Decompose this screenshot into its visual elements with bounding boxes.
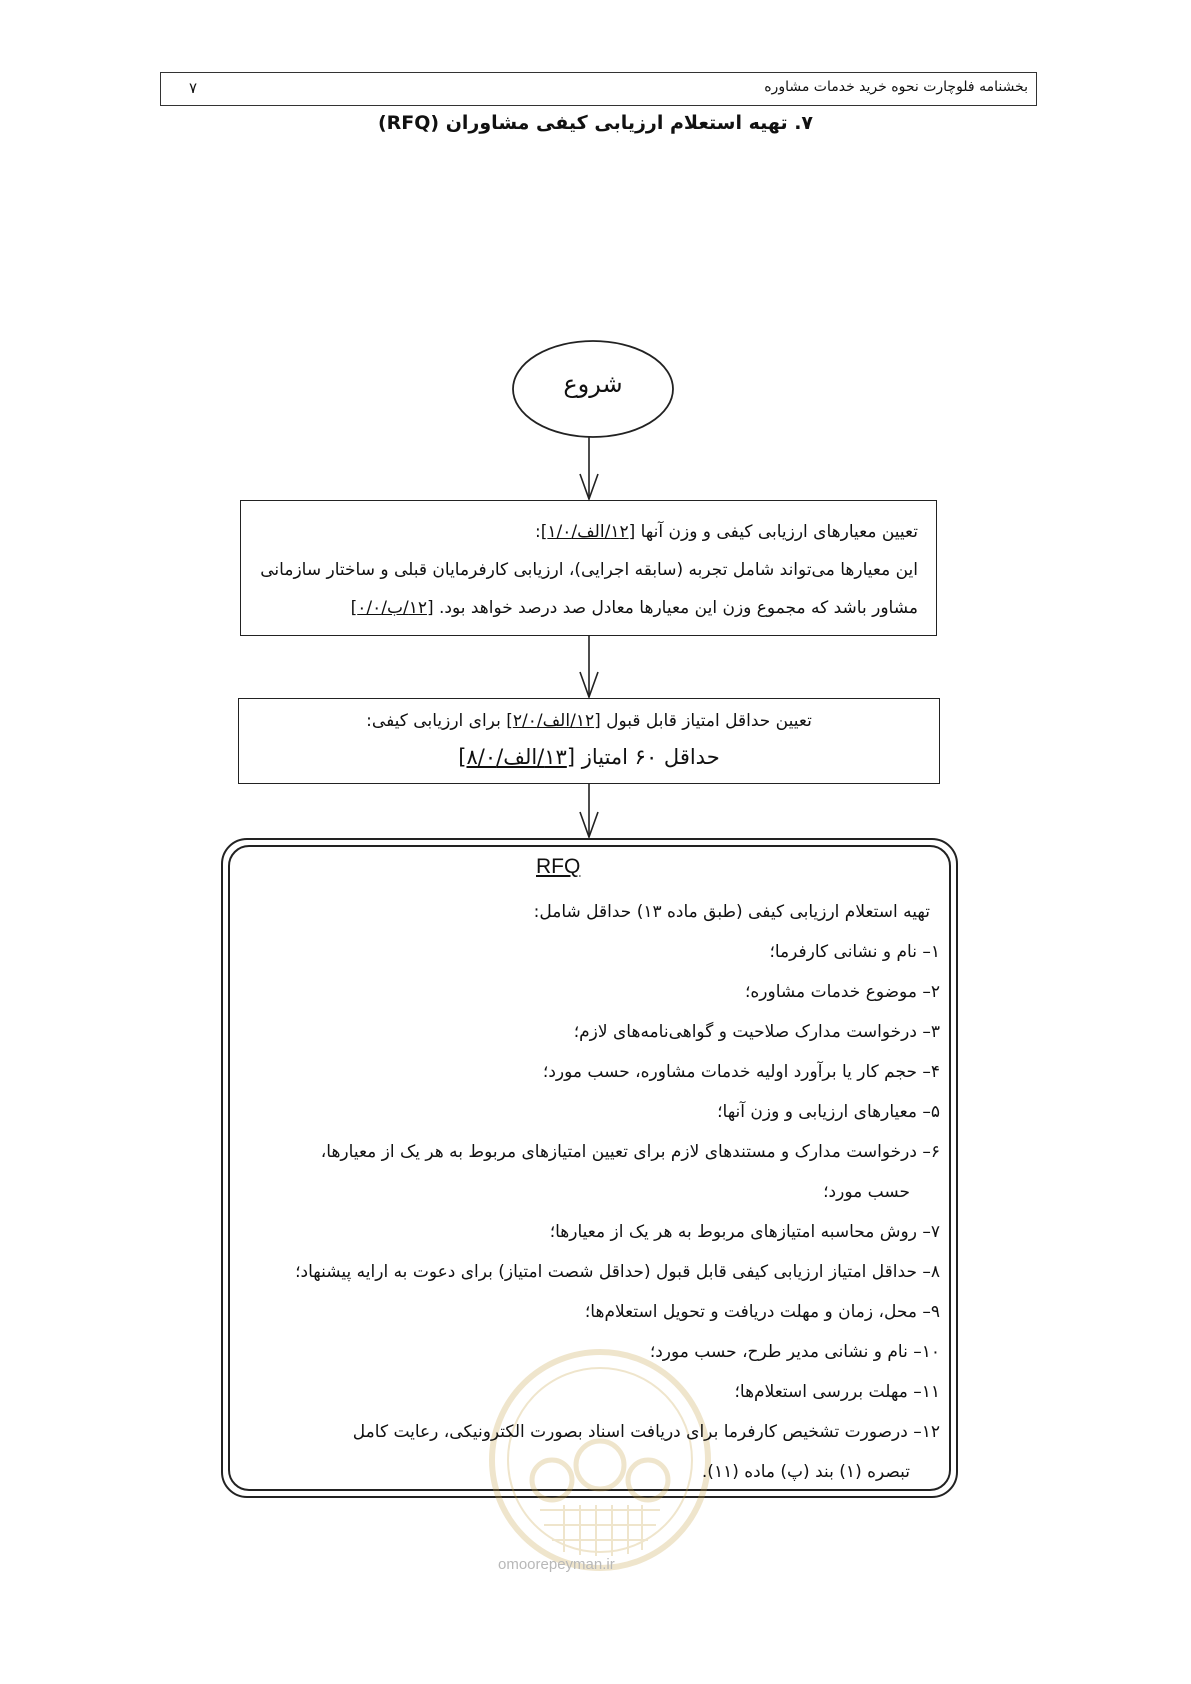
rfq-item: ۳– درخواست مدارک صلاحیت و گواهی‌نامه‌های لازم؛ [573, 1022, 940, 1042]
rfq-item: ۶– درخواست مدارک و مستندهای لازم برای تعیین امتیازهای مربوط به هر یک از معیارها، [320, 1142, 940, 1162]
step-min-score-box [238, 698, 940, 784]
step-criteria-box [240, 500, 937, 636]
watermark-site-text: omoorepeyman.ir [498, 1556, 615, 1573]
rfq-item: ۴– حجم کار یا برآورد اولیه خدمات مشاوره، حسب مورد؛ [542, 1062, 940, 1082]
rfq-item: ۱۲– درصورت تشخیص کارفرما برای دریافت اسناد بصورت الکترونیکی، رعایت کامل [352, 1422, 940, 1442]
step1-line3-end: ] [350, 598, 358, 618]
arrow-step2-to-rfq [580, 784, 598, 837]
step1-line3-ref: ۱۲/ب/۰/۰ [357, 598, 427, 618]
rfq-item: ۱۰– نام و نشانی مدیر طرح، حسب مورد؛ [649, 1342, 940, 1362]
step1-line3 [259, 589, 918, 627]
rfq-item: ۱۱– مهلت بررسی استعلام‌ها؛ [734, 1382, 940, 1402]
step1-line1 [259, 513, 918, 551]
rfq-item-continuation: تبصره (۱) بند (پ) ماده (۱۱). [701, 1462, 910, 1482]
step2-line1-end: ] برای ارزیابی کیفی: [366, 711, 513, 731]
rfq-item: ۲– موضوع خدمات مشاوره؛ [744, 982, 940, 1002]
step2-line1 [259, 703, 919, 739]
step1-line2: این معیارها می‌تواند شامل تجربه (سابقه اجرایی)، ارزیابی کارفرمایان قبلی و ساختار سازمانی [260, 560, 918, 580]
rfq-item: ۵– معیارهای ارزیابی و وزن آنها؛ [717, 1102, 940, 1122]
start-label: شروع [563, 370, 623, 398]
rfq-item: ۹– محل، زمان و مهلت دریافت و تحویل استعلام‌ها؛ [584, 1302, 940, 1322]
rfq-item: ۸– حداقل امتیاز ارزیابی کیفی قابل قبول (حداقل شصت امتیاز) برای دعوت به ارایه پیشنهاد؛ [295, 1262, 940, 1282]
rfq-content [295, 892, 940, 1492]
step1-line3-text: مشاور باشد که مجموع وزن این معیارها معادل صد درصد خواهد بود. [ [426, 598, 918, 618]
rfq-item-continuation: حسب مورد؛ [823, 1182, 910, 1202]
step2-line1-text: تعیین حداقل امتیاز قابل قبول [ [594, 711, 812, 731]
rfq-item: ۷– روش محاسبه امتیازهای مربوط به هر یک از معیارها؛ [549, 1222, 940, 1242]
step2-line2 [259, 739, 919, 775]
rfq-item: ۱– نام و نشانی کارفرما؛ [769, 942, 940, 962]
step2-line2-ref: ۱۳/الف/۸/۰ [466, 745, 567, 769]
arrow-start-to-step1 [580, 437, 598, 499]
step2-line2-text: حداقل ۶۰ امتیاز [ [566, 745, 720, 769]
page-title: ۷. تهیه استعلام ارزیابی کیفی مشاوران (RFQ) [377, 112, 814, 134]
arrow-step1-to-step2 [580, 636, 598, 697]
step2-line2-end: ] [458, 745, 467, 769]
rfq-title: RFQ [536, 855, 581, 878]
page-number: ۷ [189, 79, 198, 97]
header-title: بخشنامه فلوچارت نحوه خرید خدمات مشاوره [764, 79, 1028, 95]
step2-line1-ref: ۱۲/الف/۲/۰ [512, 711, 595, 731]
step1-line1-end: ]: [534, 522, 548, 542]
step1-line1-ref: ۱۲/الف/۱/۰ [547, 522, 629, 542]
rfq-intro: تهیه استعلام ارزیابی کیفی (طبق ماده ۱۳) حداقل شامل: [533, 902, 930, 922]
step1-line1-text: تعیین معیارهای ارزیابی کیفی و وزن آنها [ [628, 522, 918, 542]
